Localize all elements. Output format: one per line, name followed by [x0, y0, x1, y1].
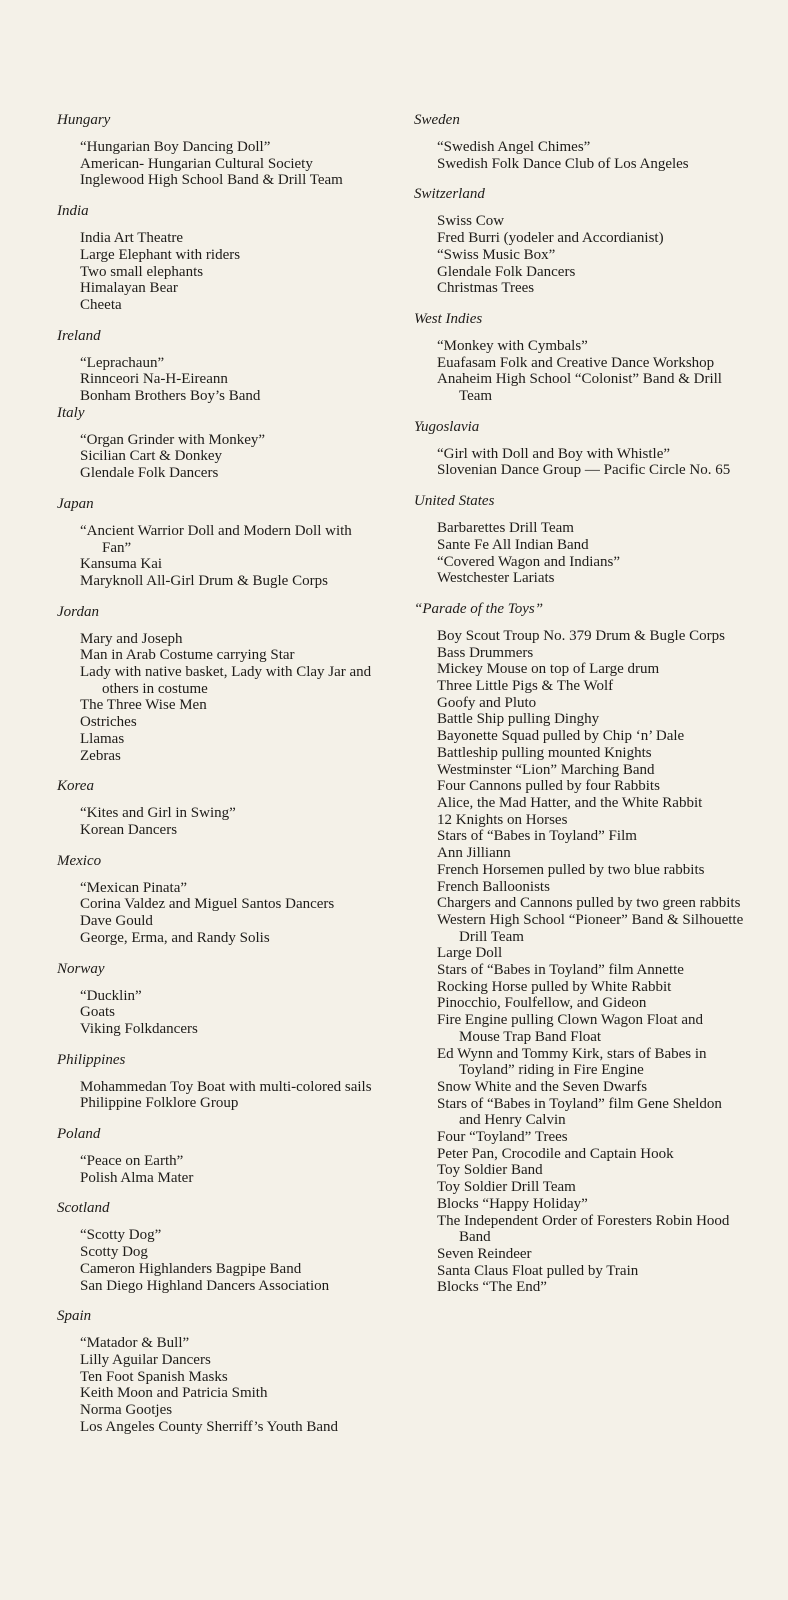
list-item: “Covered Wagon and Indians” [437, 553, 621, 570]
item-list [80, 880, 382, 947]
item-list [80, 523, 382, 590]
list-item: Glendale Folk Dancers [437, 263, 576, 280]
section-jordan [57, 604, 382, 765]
item-list [80, 1335, 382, 1435]
list-item: “Ducklin” [80, 987, 142, 1004]
section-switzerland [414, 186, 744, 297]
section-west-indies [414, 311, 744, 405]
list-item: Ostriches [80, 714, 137, 731]
item-list [80, 355, 382, 405]
list-item: Rocking Horse pulled by White Rabbit [437, 978, 672, 995]
list-item: Inglewood High School Band & Drill Team [80, 172, 343, 189]
list-item: Two small elephants [80, 263, 204, 280]
list-item: Corina Valdez and Miguel Santos Dancers [80, 896, 335, 913]
list-item: Sante Fe All Indian Band [437, 536, 589, 553]
section-heading: Spain [57, 1308, 92, 1325]
list-item: Euafasam Folk and Creative Dance Workshop [437, 354, 715, 371]
list-item: “Scotty Dog” [80, 1227, 162, 1244]
list-item: “Peace on Earth” [80, 1153, 184, 1170]
list-item: Large Elephant with riders [80, 246, 241, 263]
section-heading: Korea [57, 778, 94, 795]
list-item: Swedish Folk Dance Club of Los Angeles [437, 155, 689, 172]
list-item: Bass Drummers [437, 644, 534, 661]
list-item: Fire Engine pulling Clown Wagon Float and Mouse Trap Band Float [437, 1012, 703, 1045]
section-spain [57, 1308, 382, 1435]
section-heading: West Indies [414, 310, 483, 327]
list-item: American- Hungarian Cultural Society [80, 155, 313, 172]
list-item: Goats [80, 1004, 115, 1021]
list-item: Himalayan Bear [80, 280, 178, 297]
item-list [80, 432, 382, 482]
section-heading: “Parade of the Toys” [414, 600, 544, 617]
list-item: Christmas Trees [437, 280, 535, 297]
list-item: Battleship pulling mounted Knights [437, 744, 652, 761]
section-mexico [57, 853, 382, 947]
section-heading: Jordan [57, 603, 99, 620]
list-item: Alice, the Mad Hatter, and the White Rabbit [437, 794, 703, 811]
list-item: Zebras [80, 747, 121, 764]
list-item: Viking Folkdancers [80, 1020, 198, 1037]
list-item: “Girl with Doll and Boy with Whistle” [437, 445, 671, 462]
list-item: Bayonette Squad pulled by Chip ‘n’ Dale [437, 728, 685, 745]
section-heading: Italy [57, 404, 85, 421]
list-item: Los Angeles County Sherriff’s Youth Band [80, 1418, 339, 1435]
item-list [437, 446, 744, 479]
list-item: “Leprachaun” [80, 354, 165, 371]
item-list [80, 230, 382, 314]
section-parade-of-the-toys [414, 601, 744, 1296]
item-list [437, 628, 744, 1296]
list-item: Barbarettes Drill Team [437, 520, 574, 537]
item-list [80, 1153, 382, 1186]
item-list [80, 988, 382, 1038]
list-item: George, Erma, and Randy Solis [80, 929, 270, 946]
list-item: Western High School “Pioneer” Band & Silhouette Drill Team [437, 911, 744, 945]
list-item: Slovenian Dance Group — Pacific Circle No. 65 [437, 462, 731, 479]
list-item: “Matador & Bull” [80, 1335, 190, 1352]
section-heading: India [57, 203, 89, 220]
list-item: Three Little Pigs & The Wolf [437, 678, 614, 695]
list-item: Mohammedan Toy Boat with multi-colored sails [80, 1078, 372, 1095]
list-item: Man in Arab Costume carrying Star [80, 647, 295, 664]
section-heading: Mexico [57, 852, 102, 869]
list-item: The Three Wise Men [80, 697, 207, 714]
item-list [437, 139, 744, 172]
list-item: “Organ Grinder with Monkey” [80, 431, 266, 448]
section-philippines [57, 1052, 382, 1112]
section-poland [57, 1126, 382, 1186]
section-heading: Yugoslavia [414, 418, 480, 435]
section-japan [57, 496, 382, 590]
list-item: Ed Wynn and Tommy Kirk, stars of Babes in Toyland” riding in Fire Engine [437, 1045, 707, 1079]
list-item: Santa Claus Float pulled by Train [437, 1262, 639, 1279]
item-list [80, 631, 382, 765]
item-list [437, 338, 744, 405]
list-item: Goofy and Pluto [437, 694, 537, 711]
list-item: Four “Toyland” Trees [437, 1129, 568, 1146]
list-item: Pinocchio, Foulfellow, and Gideon [437, 995, 647, 1012]
list-item: Anaheim High School “Colonist” Band & Drill Team [437, 371, 722, 405]
list-item: Lady with native basket, Lady with Clay Jar and others in costume [80, 664, 372, 697]
section-yugoslavia [414, 419, 744, 479]
section-hungary [57, 112, 382, 189]
list-item: Large Doll [437, 945, 503, 962]
list-item: Swiss Cow [437, 213, 505, 230]
list-item: Scotty Dog [80, 1244, 148, 1261]
list-item: Norma Gootjes [80, 1402, 173, 1419]
section-italy [57, 405, 382, 482]
list-item: Westminster “Lion” Marching Band [437, 761, 655, 778]
item-list [80, 1079, 382, 1112]
list-item: Mary and Joseph [80, 630, 183, 647]
list-item: Kansuma Kai [80, 556, 163, 573]
list-item: Maryknoll All-Girl Drum & Bugle Corps [80, 572, 328, 589]
list-item: Toy Soldier Drill Team [437, 1179, 576, 1196]
section-heading: United States [414, 493, 495, 510]
item-list [437, 520, 744, 587]
list-item: Stars of “Babes in Toyland” film Annette [437, 962, 684, 979]
list-item: Stars of “Babes in Toyland” film Gene Sheldon and Henry Calvin [437, 1095, 722, 1129]
list-item: Toy Soldier Band [437, 1162, 543, 1179]
section-heading: Norway [57, 960, 105, 977]
section-heading: Sweden [414, 112, 460, 128]
list-item: Stars of “Babes in Toyland” Film [437, 828, 637, 845]
section-heading: Hungary [57, 112, 111, 128]
list-item: 12 Knights on Horses [437, 811, 568, 828]
section-heading: Switzerland [414, 186, 485, 203]
list-item: Glendale Folk Dancers [80, 465, 219, 482]
section-scotland [57, 1200, 382, 1294]
list-item: San Diego Highland Dancers Association [80, 1277, 330, 1294]
list-item: French Horsemen pulled by two blue rabbits [437, 861, 705, 878]
section-ireland [57, 328, 382, 405]
list-item: Peter Pan, Crocodile and Captain Hook [437, 1145, 674, 1162]
list-item: Ann Jilliann [437, 845, 511, 862]
section-heading: Japan [57, 495, 94, 512]
list-item: Keith Moon and Patricia Smith [80, 1385, 268, 1402]
item-list [80, 1227, 382, 1294]
list-item: “Monkey with Cymbals” [437, 337, 588, 354]
list-item: Blocks “Happy Holiday” [437, 1195, 588, 1212]
list-item: Korean Dancers [80, 821, 178, 838]
list-item: Chargers and Cannons pulled by two green rabbits [437, 895, 741, 912]
list-item: Dave Gould [80, 913, 153, 930]
list-item: Llamas [80, 730, 125, 747]
list-item: “Kites and Girl in Swing” [80, 805, 236, 822]
list-item: Philippine Folklore Group [80, 1095, 239, 1112]
right-column [414, 112, 744, 1600]
section-india [57, 203, 382, 314]
list-item: Rinnceori Na-H-Eireann [80, 371, 228, 388]
list-item: Polish Alma Mater [80, 1169, 194, 1186]
list-item: Cheeta [80, 296, 122, 313]
list-item: Blocks “The End” [437, 1279, 547, 1296]
list-item: Lilly Aguilar Dancers [80, 1351, 211, 1368]
section-united-states [414, 493, 744, 587]
list-item: “Ancient Warrior Doll and Modern Doll with Fan” [80, 522, 352, 556]
item-list [80, 805, 382, 838]
list-item: Ten Foot Spanish Masks [80, 1368, 228, 1385]
section-heading: Poland [57, 1126, 101, 1143]
item-list [437, 213, 744, 297]
list-item: Cameron Highlanders Bagpipe Band [80, 1260, 302, 1277]
list-item: India Art Theatre [80, 230, 184, 247]
section-heading: Philippines [57, 1051, 126, 1068]
list-item: “Mexican Pinata” [80, 879, 188, 896]
list-item: French Balloonists [437, 878, 550, 895]
section-norway [57, 961, 382, 1038]
list-item: “Swiss Music Box” [437, 246, 556, 263]
list-item: Fred Burri (yodeler and Accordianist) [437, 230, 664, 247]
list-item: The Independent Order of Foresters Robin Hood Band [437, 1212, 730, 1246]
section-heading: Ireland [57, 327, 101, 344]
list-item: Mickey Mouse on top of Large drum [437, 661, 660, 678]
list-item: Seven Reindeer [437, 1245, 532, 1262]
list-item: Battle Ship pulling Dinghy [437, 711, 600, 728]
list-item: “Swedish Angel Chimes” [437, 139, 591, 155]
list-item: “Hungarian Boy Dancing Doll” [80, 139, 271, 155]
list-item: Sicilian Cart & Donkey [80, 448, 223, 465]
list-item: Boy Scout Troup No. 379 Drum & Bugle Corps [437, 627, 725, 644]
list-item: Bonham Brothers Boy’s Band [80, 388, 261, 405]
list-item: Westchester Lariats [437, 570, 555, 587]
section-korea [57, 778, 382, 838]
list-item: Snow White and the Seven Dwarfs [437, 1078, 648, 1095]
list-item: Four Cannons pulled by four Rabbits [437, 778, 660, 795]
section-heading: Scotland [57, 1200, 110, 1217]
section-sweden [414, 112, 744, 172]
left-column [57, 112, 382, 1600]
item-list [80, 139, 382, 189]
